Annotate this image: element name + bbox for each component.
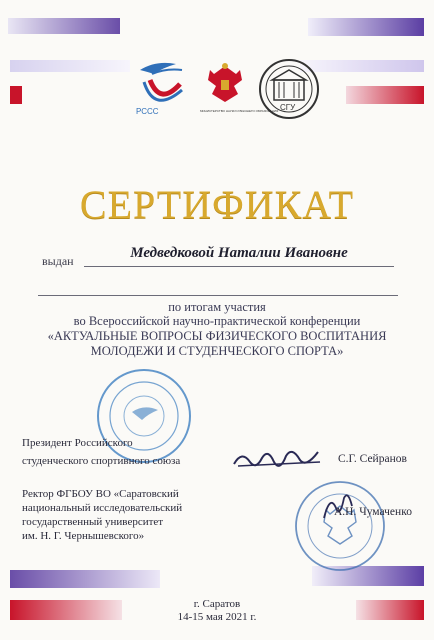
footer-date: 14-15 мая 2021 г. (177, 611, 257, 623)
rsss-logo-text: РССС (136, 107, 159, 116)
signatory2-title-line4: им. Н. Г. Чернышевского» (22, 530, 145, 542)
certificate-title: СЕРТИФИКАТ (79, 182, 355, 227)
signatory2-title-line1: Ректор ФГБОУ ВО «Саратовский (22, 488, 179, 500)
footer-city: г. Саратов (193, 598, 241, 610)
signature-1 (228, 440, 328, 476)
sgu-logo (258, 58, 320, 120)
issued-label: выдан (42, 254, 74, 268)
participation-line: по итогам участия (168, 300, 266, 314)
recipient-underline (84, 266, 394, 267)
conference-title-line2: МОЛОДЕЖИ И СТУДЕНЧЕСКОГО СПОРТА» (90, 344, 344, 358)
top-band-left (8, 18, 120, 34)
signatory2-name: А.Н. Чумаченко (334, 506, 412, 518)
signatory1-name: С.Г. Сейранов (338, 453, 407, 465)
signatory1-title-line2: студенческого спортивного союза (22, 455, 181, 467)
top-band-right (308, 18, 424, 36)
rsss-logo (132, 58, 188, 118)
recipient-name: Медведковой Наталии Ивановне (130, 245, 348, 261)
logo-row (0, 58, 434, 122)
signatory2-title-line2: национальный исследовательский (22, 502, 183, 514)
sgu-logo-text: СГУ (280, 103, 296, 112)
ministry-emblem (200, 60, 279, 118)
blue-stamp (94, 366, 194, 466)
second-underline (38, 295, 398, 296)
bottom-band-left (10, 570, 160, 588)
ministry-text: МИНИСТЕРСТВО НАУКИ И ВЫСШЕГО ОБРАЗОВАНИЯ (200, 109, 279, 113)
conference-title-line1: «АКТУАЛЬНЫЕ ВОПРОСЫ ФИЗИЧЕСКОГО ВОСПИТАНИЯ (47, 329, 387, 343)
signatory1-title-line1: Президент Российского (22, 437, 133, 449)
conference-line: во Всероссийской научно-практической конференции (73, 314, 361, 328)
signatory2-title-line3: государственный университет (22, 516, 164, 528)
